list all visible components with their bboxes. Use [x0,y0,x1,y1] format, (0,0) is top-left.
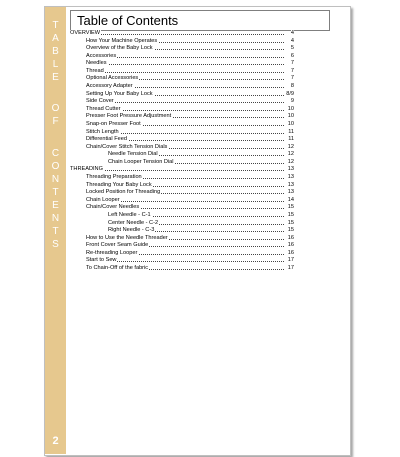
side-band [45,7,66,454]
toc-entry-label: Snap-on Presser Foot [86,120,141,127]
toc-entry-label: How Your Machine Operates [86,37,158,44]
toc-entry-label: Chain/Cover Stitch Tension Dials [86,143,168,150]
toc-entry-label: Start to Sew [86,257,117,264]
toc-entry[interactable] [70,45,294,52]
toc-entry-label: Front Cover Seam Guide [86,242,149,249]
toc-entry-page: 7 [290,75,294,82]
toc-entry[interactable] [70,106,294,113]
toc-entry-label: Accessories [86,52,117,59]
toc-entry-page: 16 [287,249,294,256]
toc-entry-label: Side Cover [86,98,114,105]
toc-dot-leader [86,72,284,73]
toc-entry[interactable] [70,30,294,37]
band-letter: B [52,46,59,57]
toc-entry-label: Center Needle - C-2 [108,219,159,226]
toc-entry-page: 4 [290,30,294,36]
toc-entry[interactable] [70,242,294,249]
toc-entry[interactable] [70,129,294,136]
toc-entry[interactable] [70,166,294,173]
toc-entry-page: 13 [287,181,294,188]
toc-entry-label: Differential Feed [86,136,127,143]
toc-entry-label: Locked Position for Threading [86,189,161,196]
toc-entry-label: Left Needle - C-1 [108,211,151,218]
band-letter: C [51,148,60,159]
band-letter: T [52,20,59,31]
toc-entry-label: Threading Your Baby Lock [86,181,152,188]
toc-entry-page: 17 [287,264,294,271]
title-box [70,10,330,31]
toc-entry[interactable] [70,227,294,234]
toc-entry-label: Chain/Cover Needles [86,204,140,211]
toc-entry-page: 13 [287,174,294,181]
toc-entry-label: Threading Preparation [86,174,142,181]
toc-entry[interactable] [70,144,294,151]
band-letter: E [52,200,59,211]
toc-entry-page: 16 [287,242,294,249]
toc-entry-page: 13 [287,189,294,196]
toc-entry-page: 5 [290,45,294,52]
toc-entry-label: Right Needle - C-3 [108,227,155,234]
band-letter: F [52,116,59,127]
toc-entry[interactable] [70,83,294,90]
page-number: 2 [52,435,59,447]
toc-entry-page: 17 [287,257,294,264]
band-letter: O [51,103,60,114]
toc-entry[interactable] [70,257,294,264]
toc-entry-page: 15 [287,204,294,211]
toc-entry-page: 16 [287,234,294,241]
toc-entry-page: 7 [290,67,294,74]
toc-entry-page: 9 [290,98,294,105]
toc-entry-label: Chain Looper [86,196,120,203]
toc-entry-label: Optional Accessories [86,75,139,82]
toc-entry-page: 12 [287,143,294,150]
toc-entry[interactable] [70,113,294,120]
toc-entry[interactable] [70,182,294,189]
toc-entry[interactable] [70,235,294,242]
toc-entry-page: 15 [287,227,294,234]
toc-entry-page: 13 [287,166,294,173]
toc-entry-page: 6 [290,52,294,59]
toc-entry-page: 10 [287,105,294,112]
toc-entry[interactable] [70,250,294,257]
toc-dot-leader [70,34,284,35]
toc-entry[interactable] [70,75,294,82]
toc-entry-label: Stitch Length [86,128,119,135]
toc-entry[interactable] [70,98,294,105]
band-letter: L [52,59,59,70]
toc-entry[interactable] [70,53,294,60]
toc-entry[interactable] [70,212,294,219]
toc-entry[interactable] [70,151,294,158]
toc-entry-label: Re-threading Looper [86,249,138,256]
band-letter: N [51,213,60,224]
toc-entry-page: 14 [287,196,294,203]
band-letter: A [52,33,59,44]
toc-entry[interactable] [70,60,294,67]
toc-entry-label: Overview of the Baby Lock [86,45,153,52]
toc-entry[interactable] [70,174,294,181]
toc-entry[interactable] [70,204,294,211]
toc-entry[interactable] [70,189,294,196]
toc-entry[interactable] [70,68,294,75]
toc-dot-leader [86,102,284,103]
toc-entry-page: 15 [287,219,294,226]
band-letter: N [51,174,60,185]
toc-entry-label: THREADING [70,166,103,173]
toc-entry-label: How to Use the Needle Threader [86,234,168,241]
toc-entry[interactable] [70,159,294,166]
toc-entry[interactable] [70,136,294,143]
toc-entry-label: Setting Up Your Baby Lock [86,90,153,97]
toc-entry-page: 4 [290,37,294,44]
toc-entry-label: Chain Looper Tension Dial [108,158,174,165]
page-title: Table of Contents [77,13,179,28]
toc-entry-page: 12 [287,151,294,158]
toc-entry-page: 7 [290,60,294,67]
toc-entry-page: 10 [287,120,294,127]
toc-entry[interactable] [70,38,294,45]
toc-entry[interactable] [70,265,294,272]
toc-entry[interactable] [70,220,294,227]
toc-entry[interactable] [70,197,294,204]
toc-entry-label: Needle Tension Dial [108,151,158,158]
toc-dot-leader [86,64,284,65]
toc-entry-label: Presser Foot Pressure Adjustment [86,113,172,120]
toc-entry-page: 11 [288,128,294,135]
toc-entry[interactable] [70,91,294,98]
toc-entry[interactable] [70,121,294,128]
band-letter: T [52,226,59,237]
toc-entry-label: Thread [86,67,104,74]
toc-entry-page: 8 [290,83,294,90]
band-letter: S [52,239,59,250]
toc-entry-page: 8/9 [286,90,294,97]
toc-entry-page: 10 [287,113,294,120]
toc-entry-page: 15 [287,211,294,218]
toc-entry-label: To Chain-Off of the fabric [86,264,149,271]
band-letter: T [52,187,59,198]
toc-entry-label: Thread Cutter [86,105,121,112]
toc-entry-page: 11 [288,136,294,143]
toc-entry-label: Needles [86,60,107,67]
toc-entry-label: Accessory Adapter [86,83,133,90]
toc-entry-label: OVERVIEW [70,30,101,36]
toc-entry-page: 12 [287,158,294,165]
band-letter: O [51,161,60,172]
band-letter: E [52,72,59,83]
